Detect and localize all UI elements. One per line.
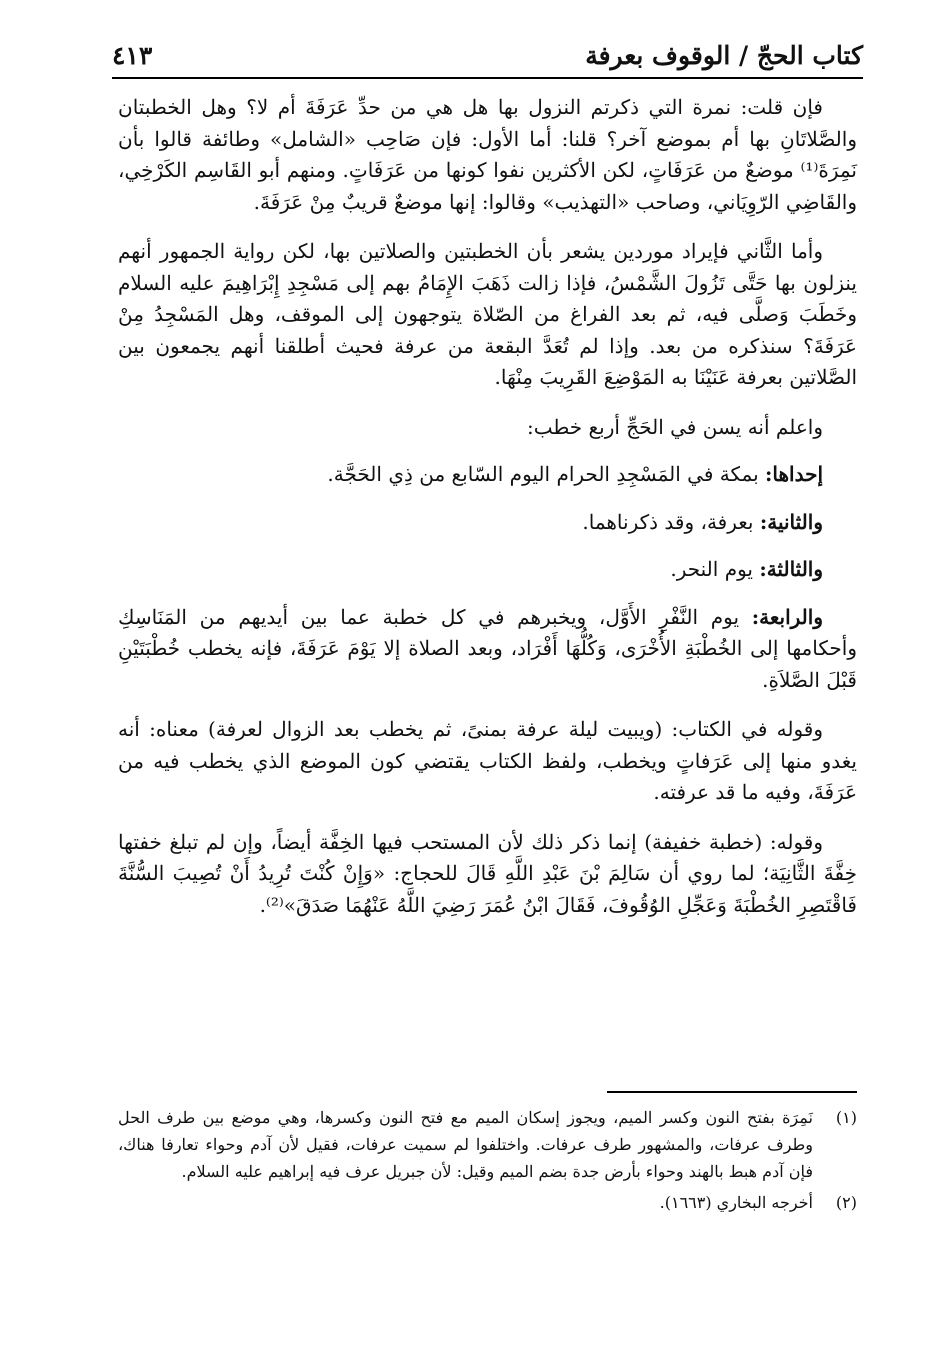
page-number: ٤١٣ bbox=[112, 41, 153, 70]
sermon-label: والثالثة: bbox=[759, 557, 823, 581]
paragraph-sermon-2: والثانية: بعرفة، وقد ذكرناهما. bbox=[582, 509, 823, 534]
footnote-rule bbox=[607, 1091, 857, 1093]
paragraph-sermon-1: إحداها: بمكة في المَسْجِدِ الحرام اليوم السّابع من ذِي الحَجَّة. bbox=[327, 462, 823, 486]
paragraph: وقوله في الكتاب: (ويبيت ليلة عرفة بمنىً، ثم يخطب بعد الزوال لعرفة) معناه: أنه يغدو منها إلى عَرَفاتٍ ويخطب، ولفظ الكتاب يقتضي كون الموضع الذي يخطب فيه من عَرَفَةَ، وفيه ما قد عرفته. bbox=[118, 717, 857, 804]
header-rule bbox=[112, 77, 863, 79]
running-title: كتاب الحجّ / الوقوف بعرفة bbox=[585, 41, 863, 70]
footnote-text: نَمِرَة بفتح النون وكسر الميم، ويجوز إسكان الميم مع فتح النون وكسرها، وهي موضع بين طرف الحل وطرف عرفات، والمشهور طرف عرفات. واختلفوا لم سميت عرفات، فقيل لأن آدم وحواء تعارفا هناك، فإن آدم هبط بالهند وحواء بأرض جدة بضم الميم وقيل: لأن جبريل عرف فيه إبراهيم عليه السلام. bbox=[118, 1108, 813, 1181]
main-text bbox=[118, 92, 857, 939]
sermon-label: والثانية: bbox=[759, 509, 823, 534]
paragraph: وقوله: (خطبة خفيفة) إنما ذكر ذلك لأن المستحب فيها الخِفَّة أيضاً، وإن لم تبلغ خفتها خِفَّةَ الثَّانِيَة؛ لما روي أن سَالِمَ بْنَ عَبْدِ اللَّهِ قَالَ للحجاج: «وَإِنْ كُنْتَ تُرِيدُ أَنْ تُصِيبَ السُّنَّةَ فَاقْتَصِرِ الخُطْبَةَ وَعَجِّلِ الوُقُوفَ، فَقَالَ ابْنُ عُمَرَ رَضِيَ اللَّهُ عَنْهُمَا صَدَقَ»⁽²⁾. bbox=[118, 829, 857, 917]
footnotes bbox=[118, 1104, 857, 1220]
paragraph: وأما الثَّاني فإيراد موردين يشعر بأن الخطبتين والصلاتين بها، لكن رواية الجمهور أنهم ينزلون بها حَتَّى تَزُولَ الشَّمْسُ، فإذا زالت ذَهَبَ الإِمَامُ بهم إلى مَسْجِدِ إِبْرَاهِيمَ عليه السلام وخَطَبَ وَصلَّى فيه، ثم بعد الفراغ من الصّلاة يتوجهون إلى الموقف، وهل المَسْجِدُ مِنْ عَرَفَةَ؟ سنذكره من بعد. وإذا لم تُعَدَّ البقعة من عرفة فحيث أطلقنا أنهم يجمعون بين الصَّلاتين بعرفة عَنَيْنَا به المَوْضِعَ القَرِيبَ مِنْهَا. bbox=[118, 239, 858, 389]
footnote bbox=[118, 1104, 857, 1185]
sermon-label: إحداها: bbox=[765, 462, 823, 486]
footnote-text: أخرجه البخاري (١٦٦٣). bbox=[659, 1193, 813, 1212]
footnote bbox=[118, 1189, 857, 1216]
paragraph: فإن قلت: نمرة التي ذكرتم النزول بها هل هي من حدِّ عَرَفَةَ أم لا؟ وهل الخطبتان والصَّلاتَانِ بها أم بموضع آخر؟ قلنا: أما الأول: فإن صَاحِب «الشامل» وطائفة قالوا بأن نَمِرَةَ⁽¹⁾ موضعٌ من عَرَفَاتٍ، لكن الأكثرين نفوا كونها من عَرَفَاتٍ. ومنهم أبو القَاسِم الكَرْخِي، والقَاضِي الرّوِيَاني، وصاحب «التهذيب» وقالوا: إنها موضعٌ قريبٌ مِنْ عَرَفَةَ. bbox=[118, 95, 857, 214]
sermon-label: والرابعة: bbox=[751, 604, 823, 629]
page-header bbox=[112, 30, 863, 70]
paragraph: واعلم أنه يسن في الحَجِّ أربع خطب: bbox=[527, 414, 823, 439]
footnote-number: (٢) bbox=[835, 1193, 857, 1212]
paragraph-sermon-3: والثالثة: يوم النحر. bbox=[670, 557, 823, 581]
paragraph-sermon-4: والرابعة: يوم النَّفْرِ الأَوَّل، ويخبرهم في كل خطبة عما بين أيديهم من المَنَاسِكِ وأحكامها إلى الخُطْبَةِ الأُخْرَى، وَكُلُّهَا أَفْرَاد، وبعد الصلاة إلا يَوْمَ عَرَفَةَ، فإنه يخطب خُطْبَتَيْنِ قَبْلَ الصَّلاَةِ. bbox=[118, 604, 857, 692]
footnote-number: (١) bbox=[835, 1108, 857, 1127]
